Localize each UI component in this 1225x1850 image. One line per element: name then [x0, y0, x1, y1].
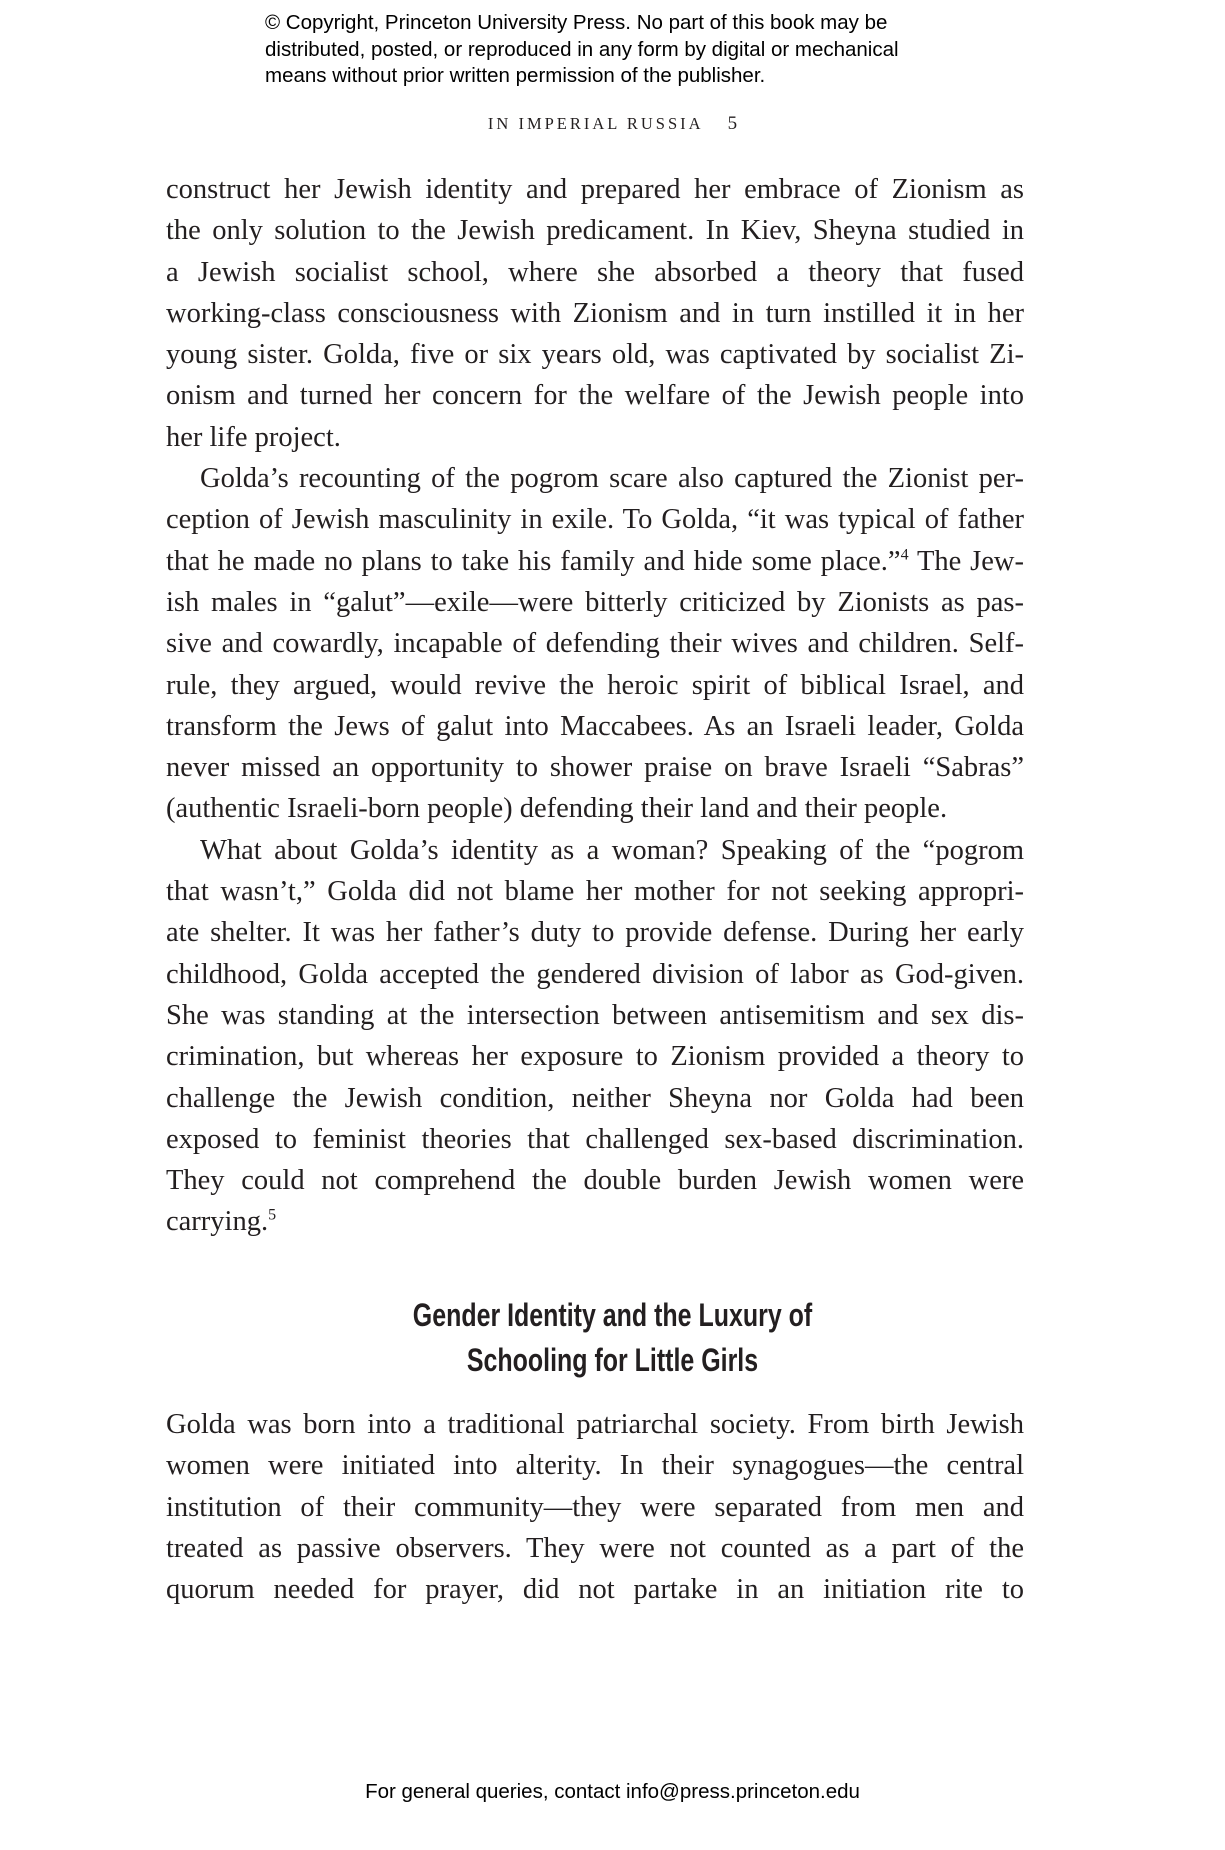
footer-contact: For general queries, contact info@press.princeton.edu	[365, 1780, 860, 1803]
text-line: Golda’s recounting of the pogrom scare also captured the Zionist per-	[200, 463, 1024, 495]
text-line: exposed to feminist theories that challenged sex-based discrimination.	[166, 1123, 1024, 1155]
copyright-line: © Copyright, Princeton University Press. No part of this book may be	[265, 11, 888, 34]
copyright-notice	[265, 10, 985, 90]
text-line: She was standing at the intersection between antisemitism and sex dis-	[166, 999, 1024, 1031]
running-head-title: IN IMPERIAL RUSSIA	[487, 114, 704, 133]
footnote-marker[interactable]: 4	[900, 546, 909, 564]
body-text-top	[166, 169, 1024, 1243]
text-fragment: that he made no plans to take his family and hide some place.”	[166, 545, 901, 577]
text-line: construct her Jewish identity and prepared her embrace of Zionism as	[166, 174, 1024, 205]
text-line: ception of Jewish masculinity in exile. To Golda, “it was typical of father	[166, 504, 1024, 536]
text-line: ish males in “galut”—exile—were bitterly criticized by Zionists as pas-	[166, 586, 1024, 618]
text-line: They could not comprehend the double burden Jewish women were	[166, 1165, 1024, 1197]
body-text-bottom	[166, 1404, 1024, 1610]
text-line: challenge the Jewish condition, neither Sheyna nor Golda had been	[166, 1082, 1024, 1114]
text-line: What about Golda’s identity as a woman? Speaking of the “pogrom	[200, 834, 1024, 866]
text-line: her life project.	[166, 421, 341, 453]
text-line: treated as passive observers. They were not counted as a part of the	[166, 1532, 1024, 1564]
copyright-line: means without prior written permission of the publisher.	[265, 64, 766, 87]
text-line: ate shelter. It was her father’s duty to provide defense. During her early	[166, 917, 1024, 949]
paragraph	[166, 830, 1024, 1243]
text-line: transform the Jews of galut into Maccabees. As an Israeli leader, Golda	[166, 710, 1024, 742]
text-line: never missed an opportunity to shower praise on brave Israeli “Sabras”	[166, 752, 1024, 784]
section-heading-line: Schooling for Little Girls	[466, 1342, 759, 1378]
text-line: (authentic Israeli-born people) defending their land and their people.	[166, 793, 948, 825]
text-line: Golda was born into a traditional patriarchal society. From birth Jewish	[166, 1409, 1024, 1440]
paragraph	[166, 458, 1024, 830]
text-line: rule, they argued, would revive the heroic spirit of biblical Israel, and	[166, 669, 1024, 701]
text-line: childhood, Golda accepted the gendered division of labor as God-given.	[166, 958, 1024, 990]
text-line: women were initiated into alterity. In their synagogues—the central	[166, 1450, 1024, 1482]
text-line: working-class consciousness with Zionism and in turn instilled it in her	[166, 297, 1024, 329]
text-line: sive and cowardly, incapable of defending their wives and children. Self-	[166, 628, 1024, 660]
text-line: quorum needed for prayer, did not partake in an initiation rite to	[166, 1574, 1024, 1606]
text-line	[166, 1201, 1024, 1242]
text-line: crimination, but whereas her exposure to Zionism provided a theory to	[166, 1041, 1024, 1073]
text-line: that wasn’t,” Golda did not blame her mother for not seeking appropri-	[166, 876, 1024, 908]
text-line: onism and turned her concern for the welfare of the Jewish people into	[166, 380, 1024, 412]
text-line: young sister. Golda, five or six years old, was captivated by socialist Zi-	[166, 339, 1024, 371]
text-line: institution of their community—they were separated from men and	[166, 1491, 1024, 1523]
text-line: a Jewish socialist school, where she absorbed a theory that fused	[166, 256, 1024, 288]
copyright-line: distributed, posted, or reproduced in any form by digital or mechanical	[265, 37, 899, 61]
text-fragment: carrying.	[166, 1206, 269, 1238]
footnote-marker[interactable]: 5	[268, 1206, 277, 1224]
page-number: 5	[727, 113, 738, 134]
text-line: the only solution to the Jewish predicament. In Kiev, Sheyna studied in	[166, 215, 1024, 247]
text-fragment: The Jew-	[908, 545, 1024, 577]
running-head	[0, 113, 1225, 135]
section-heading-line: Gender Identity and the Luxury of	[412, 1297, 813, 1333]
paragraph	[166, 1404, 1024, 1610]
section-heading	[135, 1293, 1091, 1383]
paragraph	[166, 169, 1024, 458]
text-line	[166, 541, 1024, 582]
